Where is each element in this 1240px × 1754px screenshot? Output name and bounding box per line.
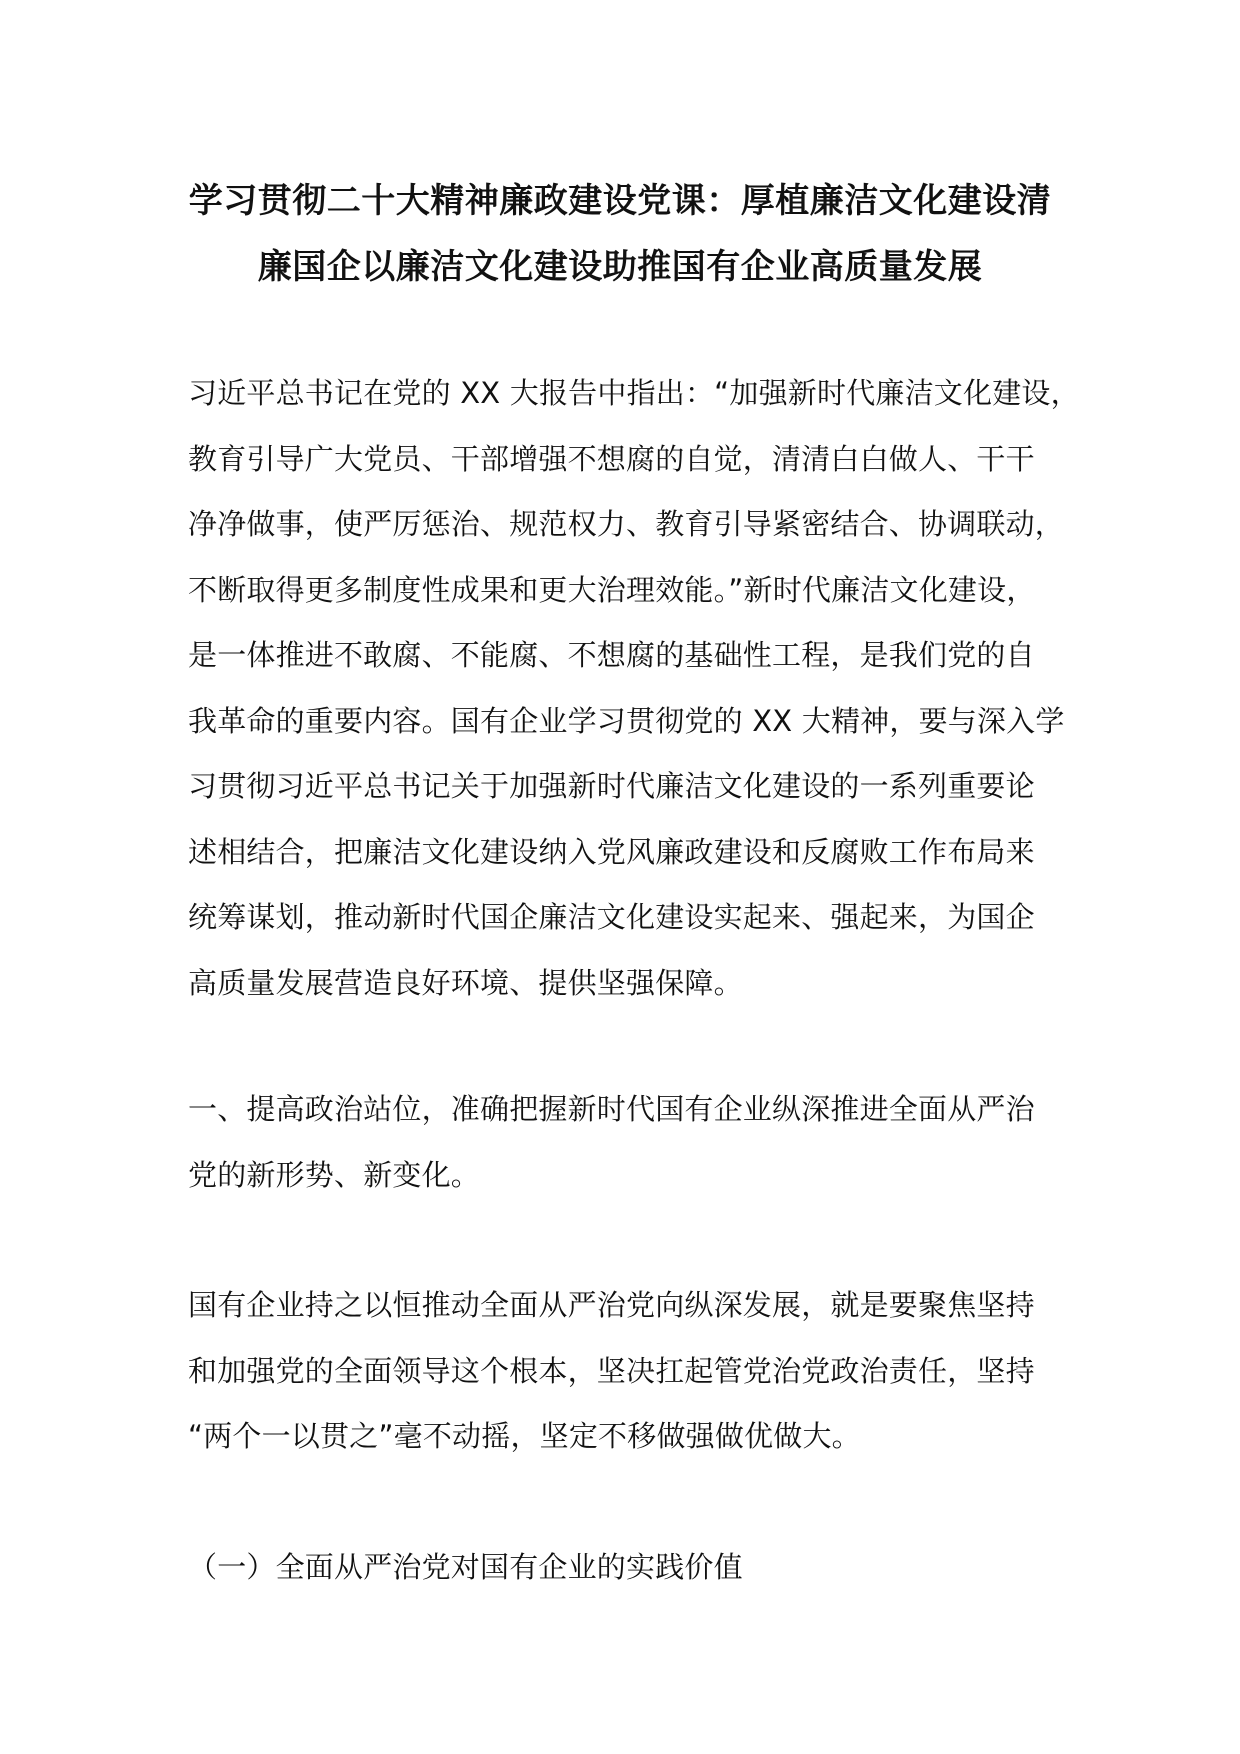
paragraph-line: “两个一以贯之”毫不动摇，坚定不移做强做优做大。 <box>188 1419 861 1453</box>
title-line: 廉国企以廉洁文化建设助推国有企业高质量发展 <box>257 247 983 287</box>
section-heading-1 <box>188 1077 1088 1208</box>
paragraph-line: 教育引导广大党员、干部增强不想腐的自觉，清清白白做人、干干 <box>188 441 1035 476</box>
paragraph-line: 不断取得更多制度性成果和更大治理效能。”新时代廉洁文化建设， <box>188 572 1036 607</box>
paragraph-line: 习贯彻习近平总书记关于加强新时代廉洁文化建设的一系列重要论 <box>188 769 1035 803</box>
title-line: 学习贯彻二十大精神廉政建设党课：厚植廉洁文化建设清 <box>188 181 1052 221</box>
heading-line: 一、提高政治站位，准确把握新时代国有企业纵深推进全面从严治 <box>188 1092 1035 1126</box>
heading-line: 党的新形势、新变化。 <box>188 1157 481 1192</box>
paragraph-line: 我革命的重要内容。国有企业学习贯彻党的 XX 大精神，要与深入学 <box>188 703 1065 738</box>
paragraph-line: 是一体推进不敢腐、不能腐、不想腐的基础性工程，是我们党的自 <box>188 638 1035 672</box>
paragraph-line: 和加强党的全面领导这个根本，坚决扛起管党治党政治责任，坚持 <box>188 1353 1035 1388</box>
paragraph-line: 国有企业持之以恒推动全面从严治党向纵深发展，就是要聚焦坚持 <box>188 1288 1035 1322</box>
subsection-heading-1 <box>188 1535 1088 1601</box>
paragraph-section-1 <box>188 1273 1088 1470</box>
paragraph-line: 述相结合，把廉洁文化建设纳入党风廉政建设和反腐败工作布局来 <box>188 834 1035 869</box>
paragraph-line: 高质量发展营造良好环境、提供坚强保障。 <box>188 965 743 1000</box>
paragraph-intro <box>188 361 1088 1016</box>
heading-line: （一）全面从严治党对国有企业的实践价值 <box>188 1550 743 1584</box>
paragraph-line: 习近平总书记在党的 XX 大报告中指出：“加强新时代廉洁文化建设， <box>188 376 1080 410</box>
paragraph-line: 统筹谋划，推动新时代国企廉洁文化建设实起来、强起来，为国企 <box>188 900 1035 934</box>
paragraph-line: 净净做事，使严厉惩治、规范权力、教育引导紧密结合、协调联动， <box>188 507 1065 541</box>
document-title <box>150 168 1090 300</box>
